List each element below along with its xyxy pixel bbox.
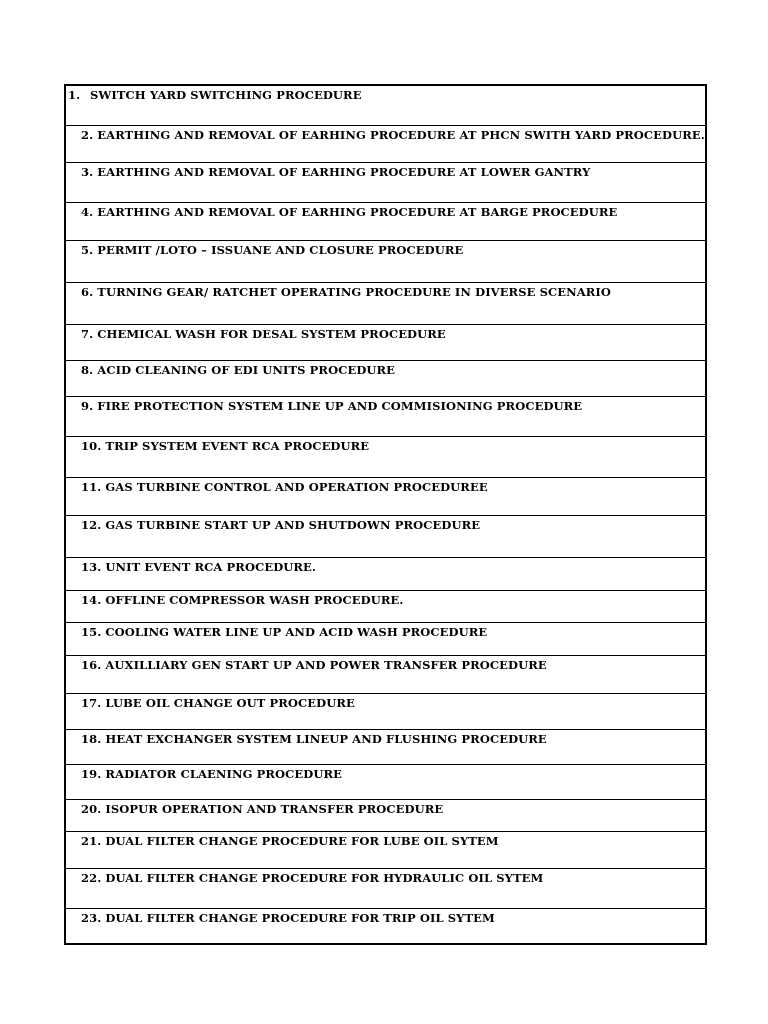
procedure-title: 5. PERMIT /LOTO – ISSUANE AND CLOSURE PROCEDURE (81, 243, 464, 257)
procedure-title: 3. EARTHING AND REMOVAL OF EARHING PROCEDURE AT LOWER GANTRY (81, 165, 591, 179)
procedure-title: SWITCH YARD SWITCHING PROCEDURE (90, 88, 362, 102)
procedure-title: 4. EARTHING AND REMOVAL OF EARHING PROCEDURE AT BARGE PROCEDURE (81, 205, 618, 219)
procedure-item (68, 88, 362, 102)
procedure-title: 20. ISOPUR OPERATION AND TRANSFER PROCEDURE (81, 802, 444, 816)
procedure-title: 13. UNIT EVENT RCA PROCEDURE. (81, 560, 317, 574)
table-row (66, 126, 705, 163)
table-row (66, 800, 705, 832)
procedure-title: 8. ACID CLEANING OF EDI UNITS PROCEDURE (81, 363, 396, 377)
table-row (66, 163, 705, 203)
table-row (66, 397, 705, 437)
procedure-title: 19. RADIATOR CLAENING PROCEDURE (81, 767, 342, 781)
procedure-title: 6. TURNING GEAR/ RATCHET OPERATING PROCEDURE IN DIVERSE SCENARIO (81, 285, 612, 299)
procedure-title: 11. GAS TURBINE CONTROL AND OPERATION PROCEDUREE (81, 480, 488, 494)
table-row (66, 623, 705, 656)
table-row (66, 478, 705, 516)
table-row (66, 86, 705, 126)
procedure-title: 12. GAS TURBINE START UP AND SHUTDOWN PROCEDURE (81, 518, 481, 532)
table-row (66, 591, 705, 623)
table-row (66, 203, 705, 241)
table-row (66, 869, 705, 909)
procedure-table (64, 84, 707, 945)
table-row (66, 694, 705, 730)
procedure-title: 10. TRIP SYSTEM EVENT RCA PROCEDURE (81, 439, 370, 453)
procedure-title: 15. COOLING WATER LINE UP AND ACID WASH PROCEDURE (81, 625, 488, 639)
procedure-number: 1. (68, 88, 81, 102)
table-row (66, 909, 705, 943)
procedure-title: 7. CHEMICAL WASH FOR DESAL SYSTEM PROCEDURE (81, 327, 446, 341)
procedure-title: 23. DUAL FILTER CHANGE PROCEDURE FOR TRIP OIL SYTEM (81, 911, 495, 925)
table-row (66, 437, 705, 478)
table-row (66, 765, 705, 800)
table-row (66, 832, 705, 869)
table-row (66, 325, 705, 361)
table-row (66, 516, 705, 558)
procedure-title: 14. OFFLINE COMPRESSOR WASH PROCEDURE. (81, 593, 404, 607)
table-row (66, 361, 705, 397)
procedure-title: 2. EARTHING AND REMOVAL OF EARHING PROCEDURE AT PHCN SWITH YARD PROCEDURE. (81, 128, 705, 142)
procedure-title: 16. AUXILLIARY GEN START UP AND POWER TRANSFER PROCEDURE (81, 658, 547, 672)
procedure-title: 21. DUAL FILTER CHANGE PROCEDURE FOR LUBE OIL SYTEM (81, 834, 499, 848)
table-row (66, 730, 705, 765)
table-row (66, 241, 705, 283)
procedure-title: 9. FIRE PROTECTION SYSTEM LINE UP AND COMMISIONING PROCEDURE (81, 399, 583, 413)
table-row (66, 283, 705, 325)
procedure-title: 22. DUAL FILTER CHANGE PROCEDURE FOR HYDRAULIC OIL SYTEM (81, 871, 544, 885)
procedure-title: 17. LUBE OIL CHANGE OUT PROCEDURE (81, 696, 355, 710)
procedure-title: 18. HEAT EXCHANGER SYSTEM LINEUP AND FLUSHING PROCEDURE (81, 732, 547, 746)
table-row (66, 656, 705, 694)
table-row (66, 558, 705, 591)
